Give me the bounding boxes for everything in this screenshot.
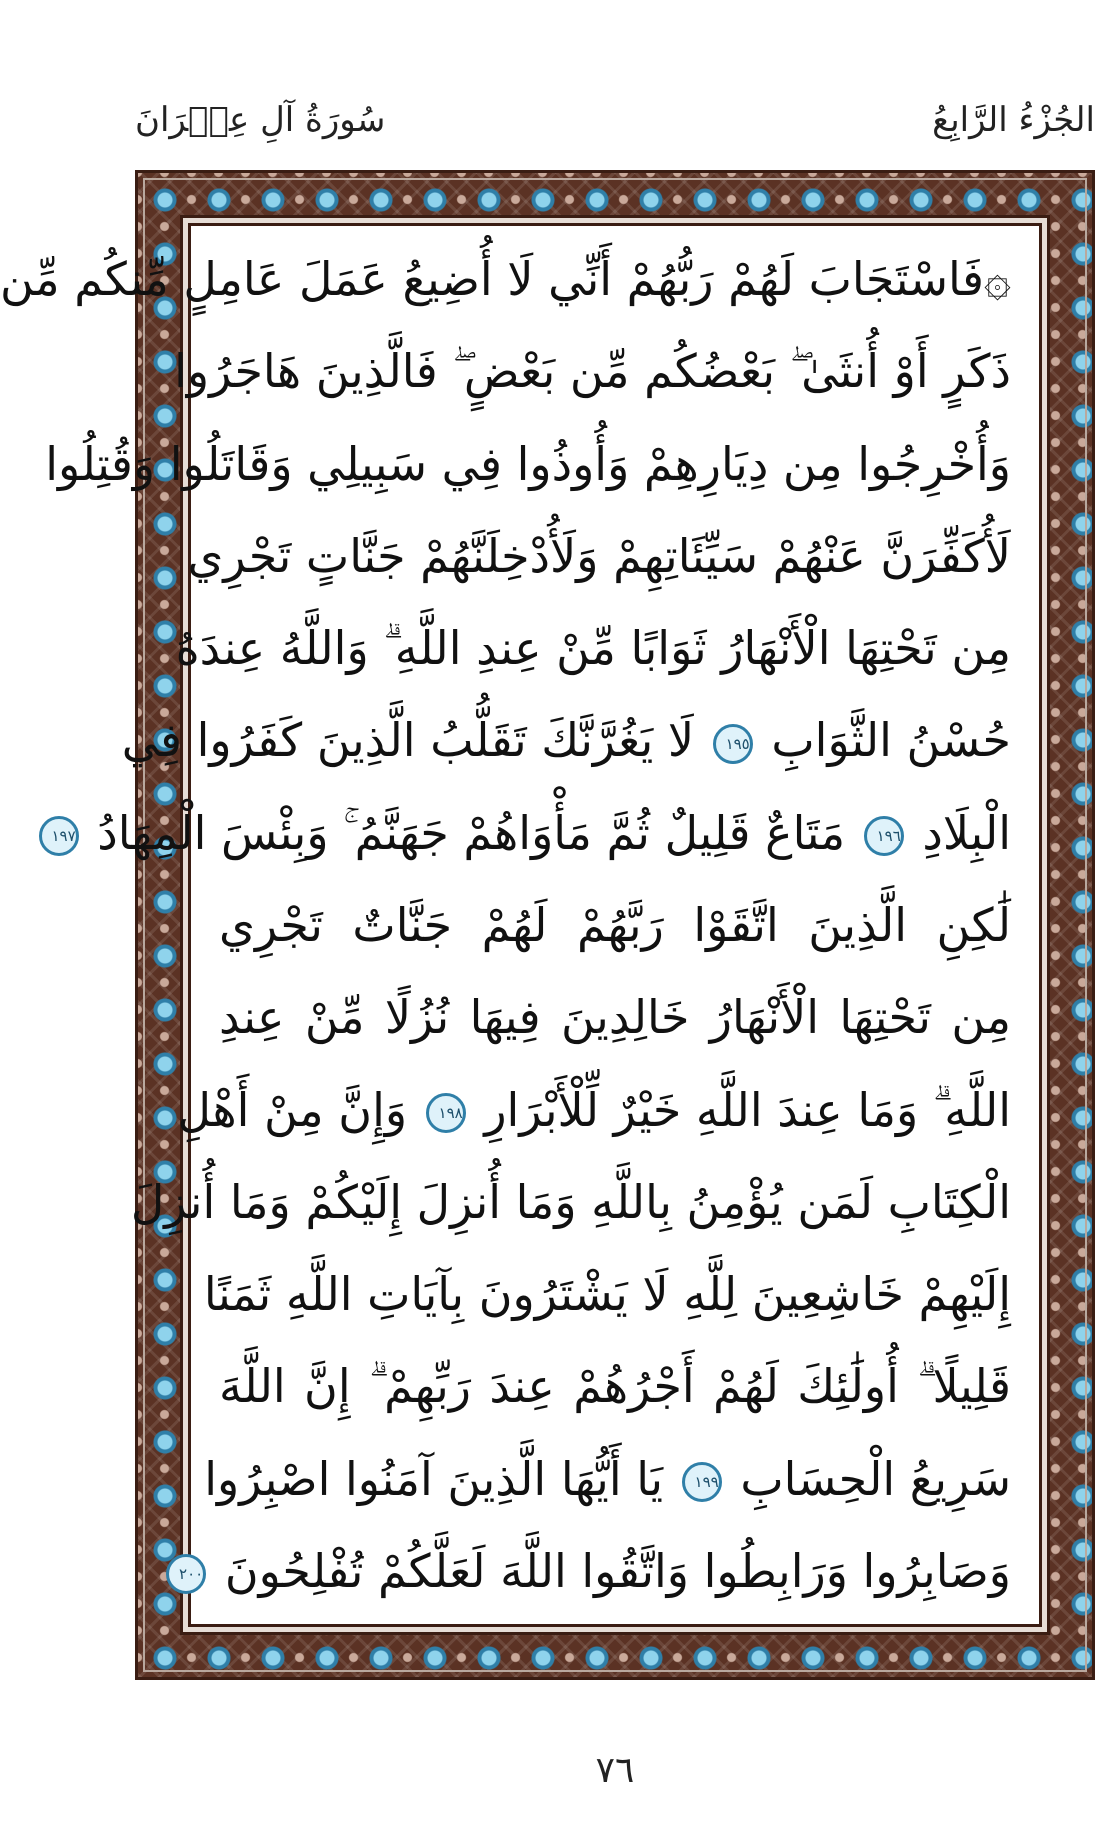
verse-line bbox=[51, 798, 1011, 868]
verse-line bbox=[177, 1075, 1011, 1145]
verse-text: وَأُخْرِجُوا مِن دِيَارِهِمْ وَأُوذُوا فِي سَبِيلِي وَقَاتَلُوا وَقُتِلُوا bbox=[45, 436, 1011, 491]
verse-text: اللَّهِ ۗ وَمَا عِندَ اللَّهِ خَيْرٌ لِّلْأَبْرَارِ bbox=[484, 1082, 1011, 1137]
verse-line bbox=[219, 1351, 1011, 1421]
verse-text: الْبِلَادِ bbox=[922, 805, 1011, 860]
ayah-number-marker: ٢٠٠ bbox=[166, 1554, 206, 1594]
verse-text: وَصَابِرُوا وَرَابِطُوا وَاتَّقُوا اللَّهَ لَعَلَّكُمْ تُفْلِحُونَ bbox=[224, 1543, 1011, 1598]
verse-line bbox=[187, 521, 1011, 591]
verse-text: مَتَاعٌ قَلِيلٌ ثُمَّ مَأْوَاهُمْ جَهَنَّمُ ۚ وَبِئْسَ الْمِهَادُ bbox=[97, 805, 846, 860]
juz-title: الجُزْءُ الرَّابِعُ bbox=[932, 100, 1095, 140]
verse-text: حُسْنُ الثَّوَابِ bbox=[771, 713, 1011, 768]
verse-text: إِلَيْهِمْ خَاشِعِينَ لِلَّهِ لَا يَشْتَرُونَ بِآيَاتِ اللَّهِ ثَمَنًا bbox=[203, 1267, 1011, 1322]
verse-text: مِن تَحْتِهَا الْأَنْهَارُ ثَوَابًا مِّنْ عِندِ اللَّهِ ۗ وَاللَّهُ عِندَهُ bbox=[175, 621, 1011, 676]
verse-text: مِن تَحْتِهَا الْأَنْهَارُ خَالِدِينَ فِيهَا نُزُلًا مِّنْ عِندِ bbox=[219, 990, 1011, 1045]
verse-line bbox=[204, 1444, 1011, 1514]
verse-text: ذَكَرٍ أَوْ أُنثَىٰ ۖ بَعْضُكُم مِّن بَعْضٍ ۖ فَالَّذِينَ هَاجَرُوا bbox=[174, 344, 1011, 399]
verse-text: قَلِيلًا ۗ أُولَٰئِكَ لَهُمْ أَجْرُهُمْ عِندَ رَبِّهِمْ ۗ إِنَّ اللَّهَ bbox=[219, 1359, 1011, 1414]
ornamental-border bbox=[0, 170, 1095, 1680]
verse-text: لَأُكَفِّرَنَّ عَنْهُمْ سَيِّئَاتِهِمْ وَلَأُدْخِلَنَّهُمْ جَنَّاتٍ تَجْرِي bbox=[187, 528, 1011, 583]
verse-line bbox=[0, 244, 1011, 314]
ayah-number-marker: ١٩٧ bbox=[39, 816, 79, 856]
verse-line bbox=[45, 429, 1011, 499]
ayah-number-marker: ١٩٥ bbox=[713, 724, 753, 764]
verse-text: وَإِنَّ مِنْ أَهْلِ bbox=[177, 1082, 408, 1137]
verse-lines bbox=[0, 244, 1011, 1606]
verse-line bbox=[175, 613, 1011, 683]
verse-line bbox=[179, 1536, 1011, 1606]
surah-title: سُورَةُ آلِ عِمۡرَانَ bbox=[135, 100, 386, 140]
verse-text: سَرِيعُ الْحِسَابِ bbox=[740, 1451, 1011, 1506]
ayah-number-marker: ١٩٩ bbox=[682, 1462, 722, 1502]
verse-text: لَٰكِنِ الَّذِينَ اتَّقَوْا رَبَّهُمْ لَهُمْ جَنَّاتٌ تَجْرِي bbox=[219, 897, 1011, 952]
ayah-number-marker: ١٩٨ bbox=[426, 1093, 466, 1133]
verse-line bbox=[130, 1167, 1011, 1237]
verse-line bbox=[121, 705, 1011, 775]
verse-text: يَا أَيُّهَا الَّذِينَ آمَنُوا اصْبِرُوا bbox=[204, 1451, 664, 1506]
page-number: ٧٦ bbox=[595, 1750, 635, 1791]
verse-line bbox=[219, 890, 1011, 960]
text-panel bbox=[0, 223, 1042, 1627]
verse-line bbox=[174, 336, 1011, 406]
verse-line bbox=[219, 982, 1011, 1052]
verse-line bbox=[203, 1259, 1011, 1329]
page-header bbox=[135, 100, 1095, 150]
verse-text: الْكِتَابِ لَمَن يُؤْمِنُ بِاللَّهِ وَمَا أُنزِلَ إِلَيْكُمْ وَمَا أُنزِلَ bbox=[130, 1174, 1011, 1229]
ayah-number-marker: ١٩٦ bbox=[864, 816, 904, 856]
verse-text: ۞فَاسْتَجَابَ لَهُمْ رَبُّهُمْ أَنِّي لَا أُضِيعُ عَمَلَ عَامِلٍ مِّنكُم مِّن bbox=[0, 252, 1011, 306]
verse-text: لَا يَغُرَّنَّكَ تَقَلُّبُ الَّذِينَ كَفَرُوا فِي bbox=[121, 713, 695, 768]
